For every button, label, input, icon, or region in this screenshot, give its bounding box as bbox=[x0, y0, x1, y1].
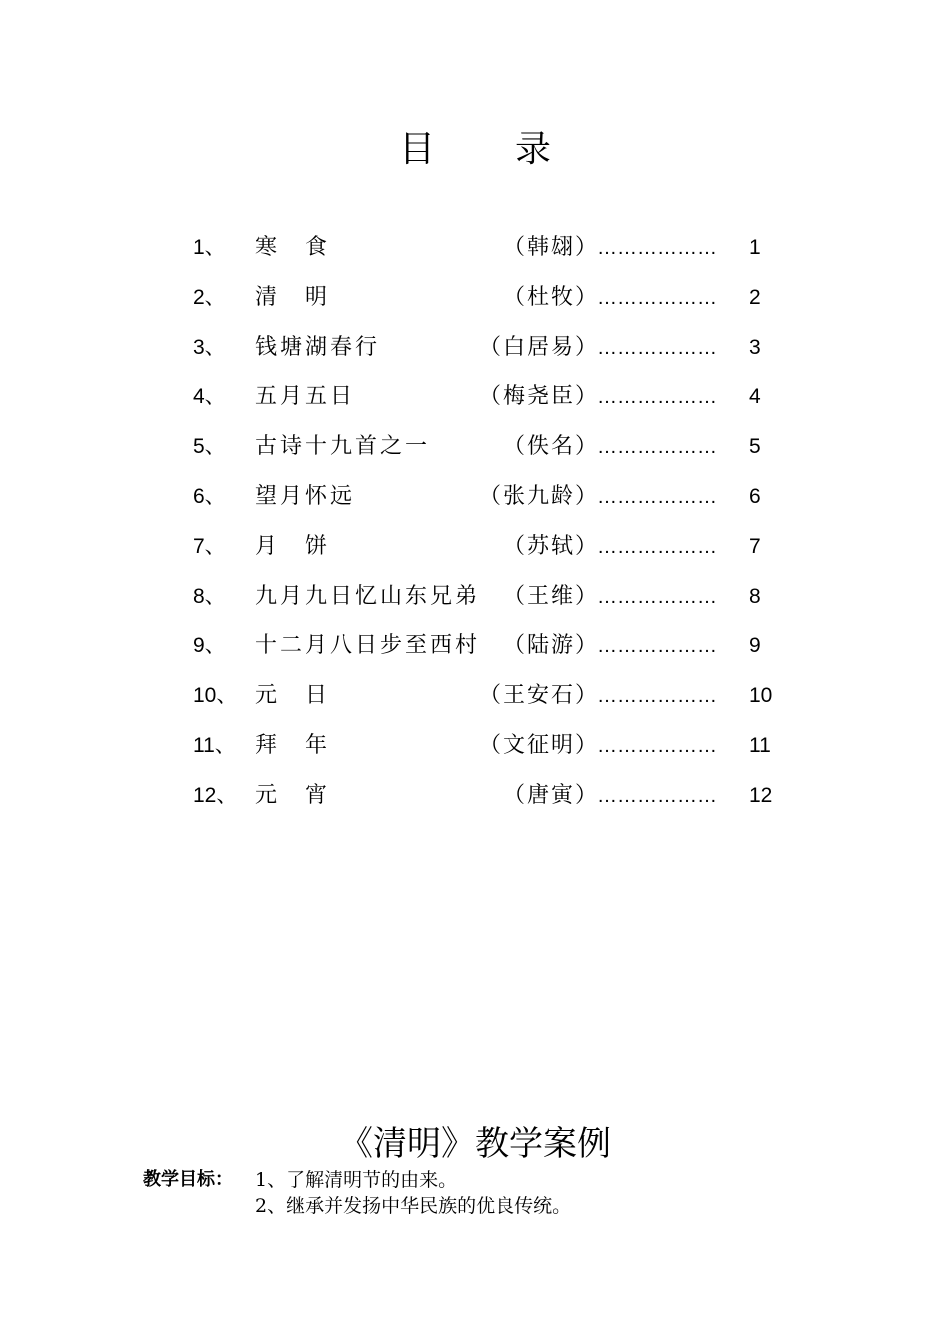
toc-entry[interactable] bbox=[193, 280, 813, 330]
toc-entry-page: 2 bbox=[749, 285, 761, 309]
toc-entry-author: （韩翃） bbox=[502, 235, 599, 260]
toc-entry-title: 拜 年 bbox=[255, 732, 331, 758]
toc-entry-author: （王安石） bbox=[478, 683, 599, 709]
toc-entry-title: 望月怀远 bbox=[255, 483, 356, 509]
toc-entry-number: 1、 bbox=[193, 236, 226, 259]
toc-entry[interactable] bbox=[193, 479, 813, 529]
toc-entry[interactable] bbox=[193, 579, 813, 629]
toc-entry-author: （王维） bbox=[502, 583, 599, 609]
toc-entry[interactable] bbox=[193, 330, 813, 380]
toc-entry-number: 9、 bbox=[193, 634, 226, 658]
toc-entry-title: 元 日 bbox=[255, 683, 331, 709]
toc-entry-leader: ……………… bbox=[597, 535, 717, 558]
toc-entry[interactable] bbox=[193, 628, 813, 678]
toc-entry-title: 钱塘湖春行 bbox=[255, 334, 381, 360]
toc-entry-leader: ……………… bbox=[597, 685, 717, 708]
toc-entry-leader: ……………… bbox=[597, 734, 717, 757]
toc-entry-page: 6 bbox=[749, 484, 761, 508]
toc-title bbox=[0, 126, 950, 174]
toc-entry-author: （梅尧臣） bbox=[478, 384, 599, 410]
toc-entry[interactable] bbox=[193, 778, 813, 828]
toc-entry-page: 3 bbox=[749, 335, 761, 359]
toc-entry-title: 月 饼 bbox=[255, 533, 331, 559]
toc-entry-number: 3、 bbox=[193, 335, 226, 359]
toc-entry-number: 10、 bbox=[193, 684, 238, 708]
teaching-goal-item: 2、继承并发扬中华民族的优良传统。 bbox=[255, 1195, 572, 1217]
toc-entry-title: 九月九日忆山东兄弟 bbox=[255, 583, 481, 609]
toc-entry-author: （佚名） bbox=[502, 434, 599, 460]
toc-entry-page: 4 bbox=[749, 385, 761, 409]
toc-entry-author: （白居易） bbox=[478, 334, 599, 360]
toc-entry-page: 9 bbox=[749, 634, 761, 658]
toc-entry-title: 十二月八日步至西村 bbox=[255, 633, 481, 659]
toc-entry-title: 古诗十九首之一 bbox=[255, 434, 431, 460]
toc-entry-leader: ……………… bbox=[597, 336, 717, 359]
toc-entry-number: 12、 bbox=[193, 783, 238, 807]
toc-entry-number: 11、 bbox=[193, 733, 236, 757]
toc-entry-number: 5、 bbox=[193, 435, 226, 459]
toc-entry-number: 8、 bbox=[193, 584, 226, 608]
teaching-goals-label: 教学目标： bbox=[143, 1169, 233, 1190]
toc-entry-number: 4、 bbox=[193, 385, 226, 409]
toc-entry-number: 6、 bbox=[193, 484, 226, 508]
toc-entry-author: （张九龄） bbox=[478, 483, 599, 509]
toc-entry-page: 7 bbox=[749, 534, 761, 558]
toc-entry-number: 2、 bbox=[193, 285, 226, 309]
toc-entry-page: 11 bbox=[749, 733, 771, 757]
toc-entry-title: 五月五日 bbox=[255, 384, 356, 410]
toc-entry-title: 寒 食 bbox=[255, 235, 331, 260]
toc-entry-leader: ……………… bbox=[597, 635, 717, 658]
toc-entry-number: 7、 bbox=[193, 534, 226, 558]
toc-entry-page: 12 bbox=[749, 783, 773, 807]
toc-entry[interactable] bbox=[193, 728, 813, 778]
toc-title-char-2: 录 bbox=[515, 129, 552, 170]
toc-entry-page: 5 bbox=[749, 435, 761, 459]
toc-entry-leader: ……………… bbox=[597, 436, 717, 459]
toc-entry-author: （唐寅） bbox=[502, 782, 599, 808]
toc-entry[interactable] bbox=[193, 230, 813, 280]
toc-title-char-1: 目 bbox=[398, 129, 435, 170]
toc-entry[interactable] bbox=[193, 678, 813, 728]
toc-entry-author: （陆游） bbox=[502, 633, 599, 659]
toc-entry-title: 元 宵 bbox=[255, 782, 331, 808]
toc-entry-leader: ……………… bbox=[597, 386, 717, 409]
toc-entry-page: 1 bbox=[749, 236, 761, 259]
toc-entry-author: （杜牧） bbox=[502, 284, 599, 310]
toc-entry[interactable] bbox=[193, 379, 813, 429]
toc-entry-leader: ……………… bbox=[597, 585, 717, 608]
toc-entry-leader: ……………… bbox=[597, 485, 717, 508]
toc-entry-page: 10 bbox=[749, 684, 773, 708]
toc-entry[interactable] bbox=[193, 529, 813, 579]
toc-entry-author: （文征明） bbox=[478, 732, 599, 758]
toc-entry-page: 8 bbox=[749, 584, 761, 608]
toc-entry-leader: ……………… bbox=[597, 237, 717, 259]
toc-entry-leader: ……………… bbox=[597, 784, 717, 807]
toc-entry-title: 清 明 bbox=[255, 284, 331, 310]
toc-list bbox=[193, 230, 813, 828]
teaching-goal-item: 1、了解清明节的由来。 bbox=[255, 1169, 458, 1191]
toc-entry-author: （苏轼） bbox=[502, 533, 599, 559]
case-title: 《清明》教学案例 bbox=[339, 1124, 611, 1164]
toc-entry[interactable] bbox=[193, 429, 813, 479]
toc-entry-leader: ……………… bbox=[597, 286, 717, 309]
